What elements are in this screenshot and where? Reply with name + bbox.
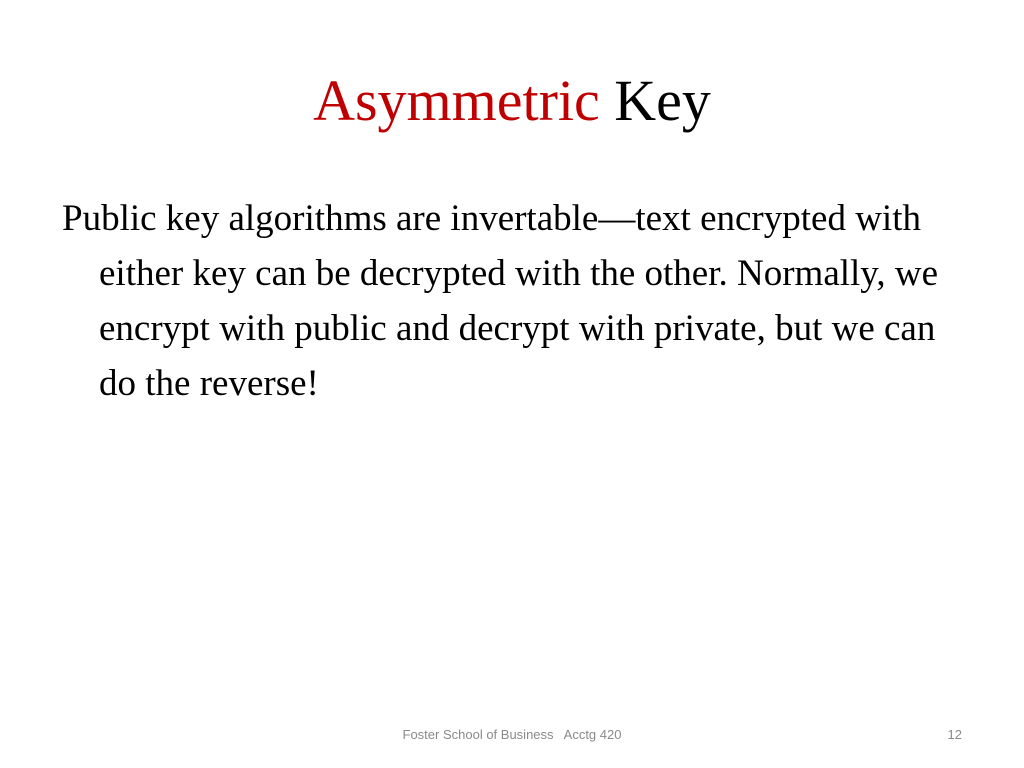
title-word-asymmetric: Asymmetric	[313, 68, 600, 133]
slide-title	[0, 66, 1024, 136]
slide-body	[62, 191, 962, 411]
footer-text: Foster School of Business Acctg 420	[402, 727, 622, 742]
title-word-key: Key	[614, 68, 711, 133]
slide-footer	[0, 725, 1024, 745]
body-paragraph: Public key algorithms are invertable—text encrypted with either key can be decrypted with the other. Normally, we encrypt with public and decrypt with private, but we can do the reverse!	[62, 198, 939, 404]
slide-number: 12	[947, 727, 962, 742]
